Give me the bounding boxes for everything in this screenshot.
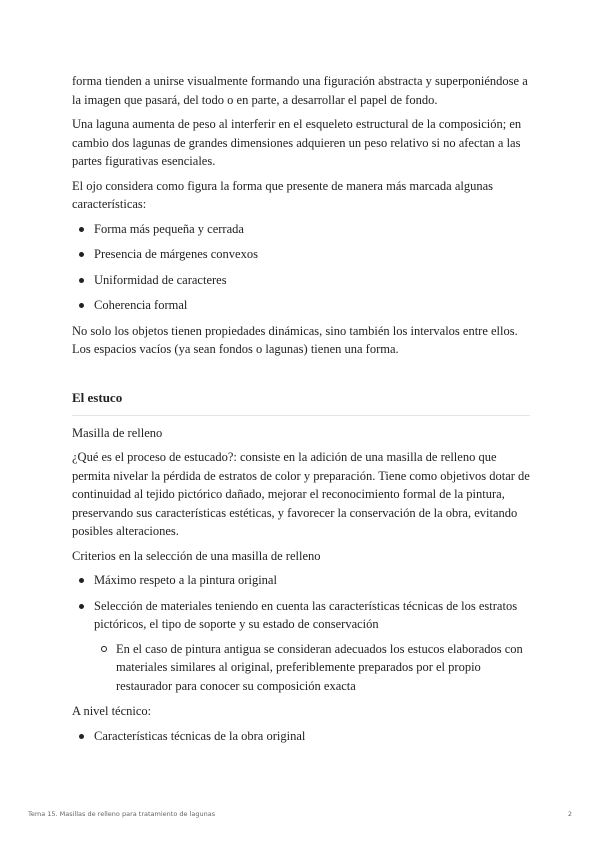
criteria-list: [72, 571, 530, 695]
paragraph: Una laguna aumenta de peso al interferir en el esqueleto estructural de la composición; en cambio dos lagunas de grandes dimensiones adquieren un peso relativo si no afectan a las partes figurativas esenciales.: [72, 117, 522, 168]
paragraph: A nivel técnico:: [72, 704, 152, 718]
criteria-sublist: [94, 640, 530, 696]
list-item: Características técnicas de la obra original: [72, 727, 530, 746]
sublist-item: En el caso de pintura antigua se consideran adecuados los estucos elaborados con materiales similares al original, preferiblemente preparados por el propio restaurador para conocer su composición exacta: [94, 640, 530, 696]
paragraph: forma tienden a unirse visualmente formando una figuración abstracta y superponiéndose a la imagen que pasará, del todo o en parte, a desarrollar el papel de fondo.: [72, 74, 528, 107]
paragraph: El ojo considera como figura la forma que presente de manera más marcada algunas características:: [72, 178, 494, 211]
list-item: Forma más pequeña y cerrada: [72, 220, 530, 239]
section-heading: El estuco: [72, 389, 123, 405]
list-item: Presencia de márgenes convexos: [72, 245, 530, 264]
section-divider: [72, 415, 530, 416]
list-item: Máximo respeto a la pintura original: [72, 571, 530, 590]
footer-title: Tema 15. Masillas de relleno para tratamiento de lagunas: [28, 810, 216, 818]
list-item-text: Selección de materiales teniendo en cuenta las características técnicas de los estratos pictóricos, el tipo de soporte y su estado de conservación: [94, 598, 518, 631]
list-item: Uniformidad de caracteres: [72, 271, 530, 290]
document-body: [72, 72, 530, 752]
paragraph: ¿Qué es el proceso de estucado?: consiste en la adición de una masilla de relleno que permita nivelar la pérdida de estratos de color y preparación. Tiene como objetivos dotar de continuidad al tejido pictórico dañado, mejorar el reconocimiento formal de la pintura, preservando sus características estéticas, y favorecer la conservación de la obra, evitando posibles alteraciones.: [72, 450, 530, 538]
paragraph: Criterios en la selección de una masilla de relleno: [72, 548, 321, 563]
technical-list: [72, 727, 530, 746]
list-item: [72, 597, 530, 696]
characteristics-list: [72, 220, 530, 315]
paragraph: No solo los objetos tienen propiedades dinámicas, sino también los intervalos entre ellos. Los espacios vacíos (ya sean fondos o lagunas) tienen una forma.: [72, 323, 518, 356]
page-footer: [28, 810, 572, 822]
page-number: 2: [567, 810, 572, 818]
list-item: Coherencia formal: [72, 296, 530, 315]
subheading: Masilla de relleno: [72, 425, 163, 440]
